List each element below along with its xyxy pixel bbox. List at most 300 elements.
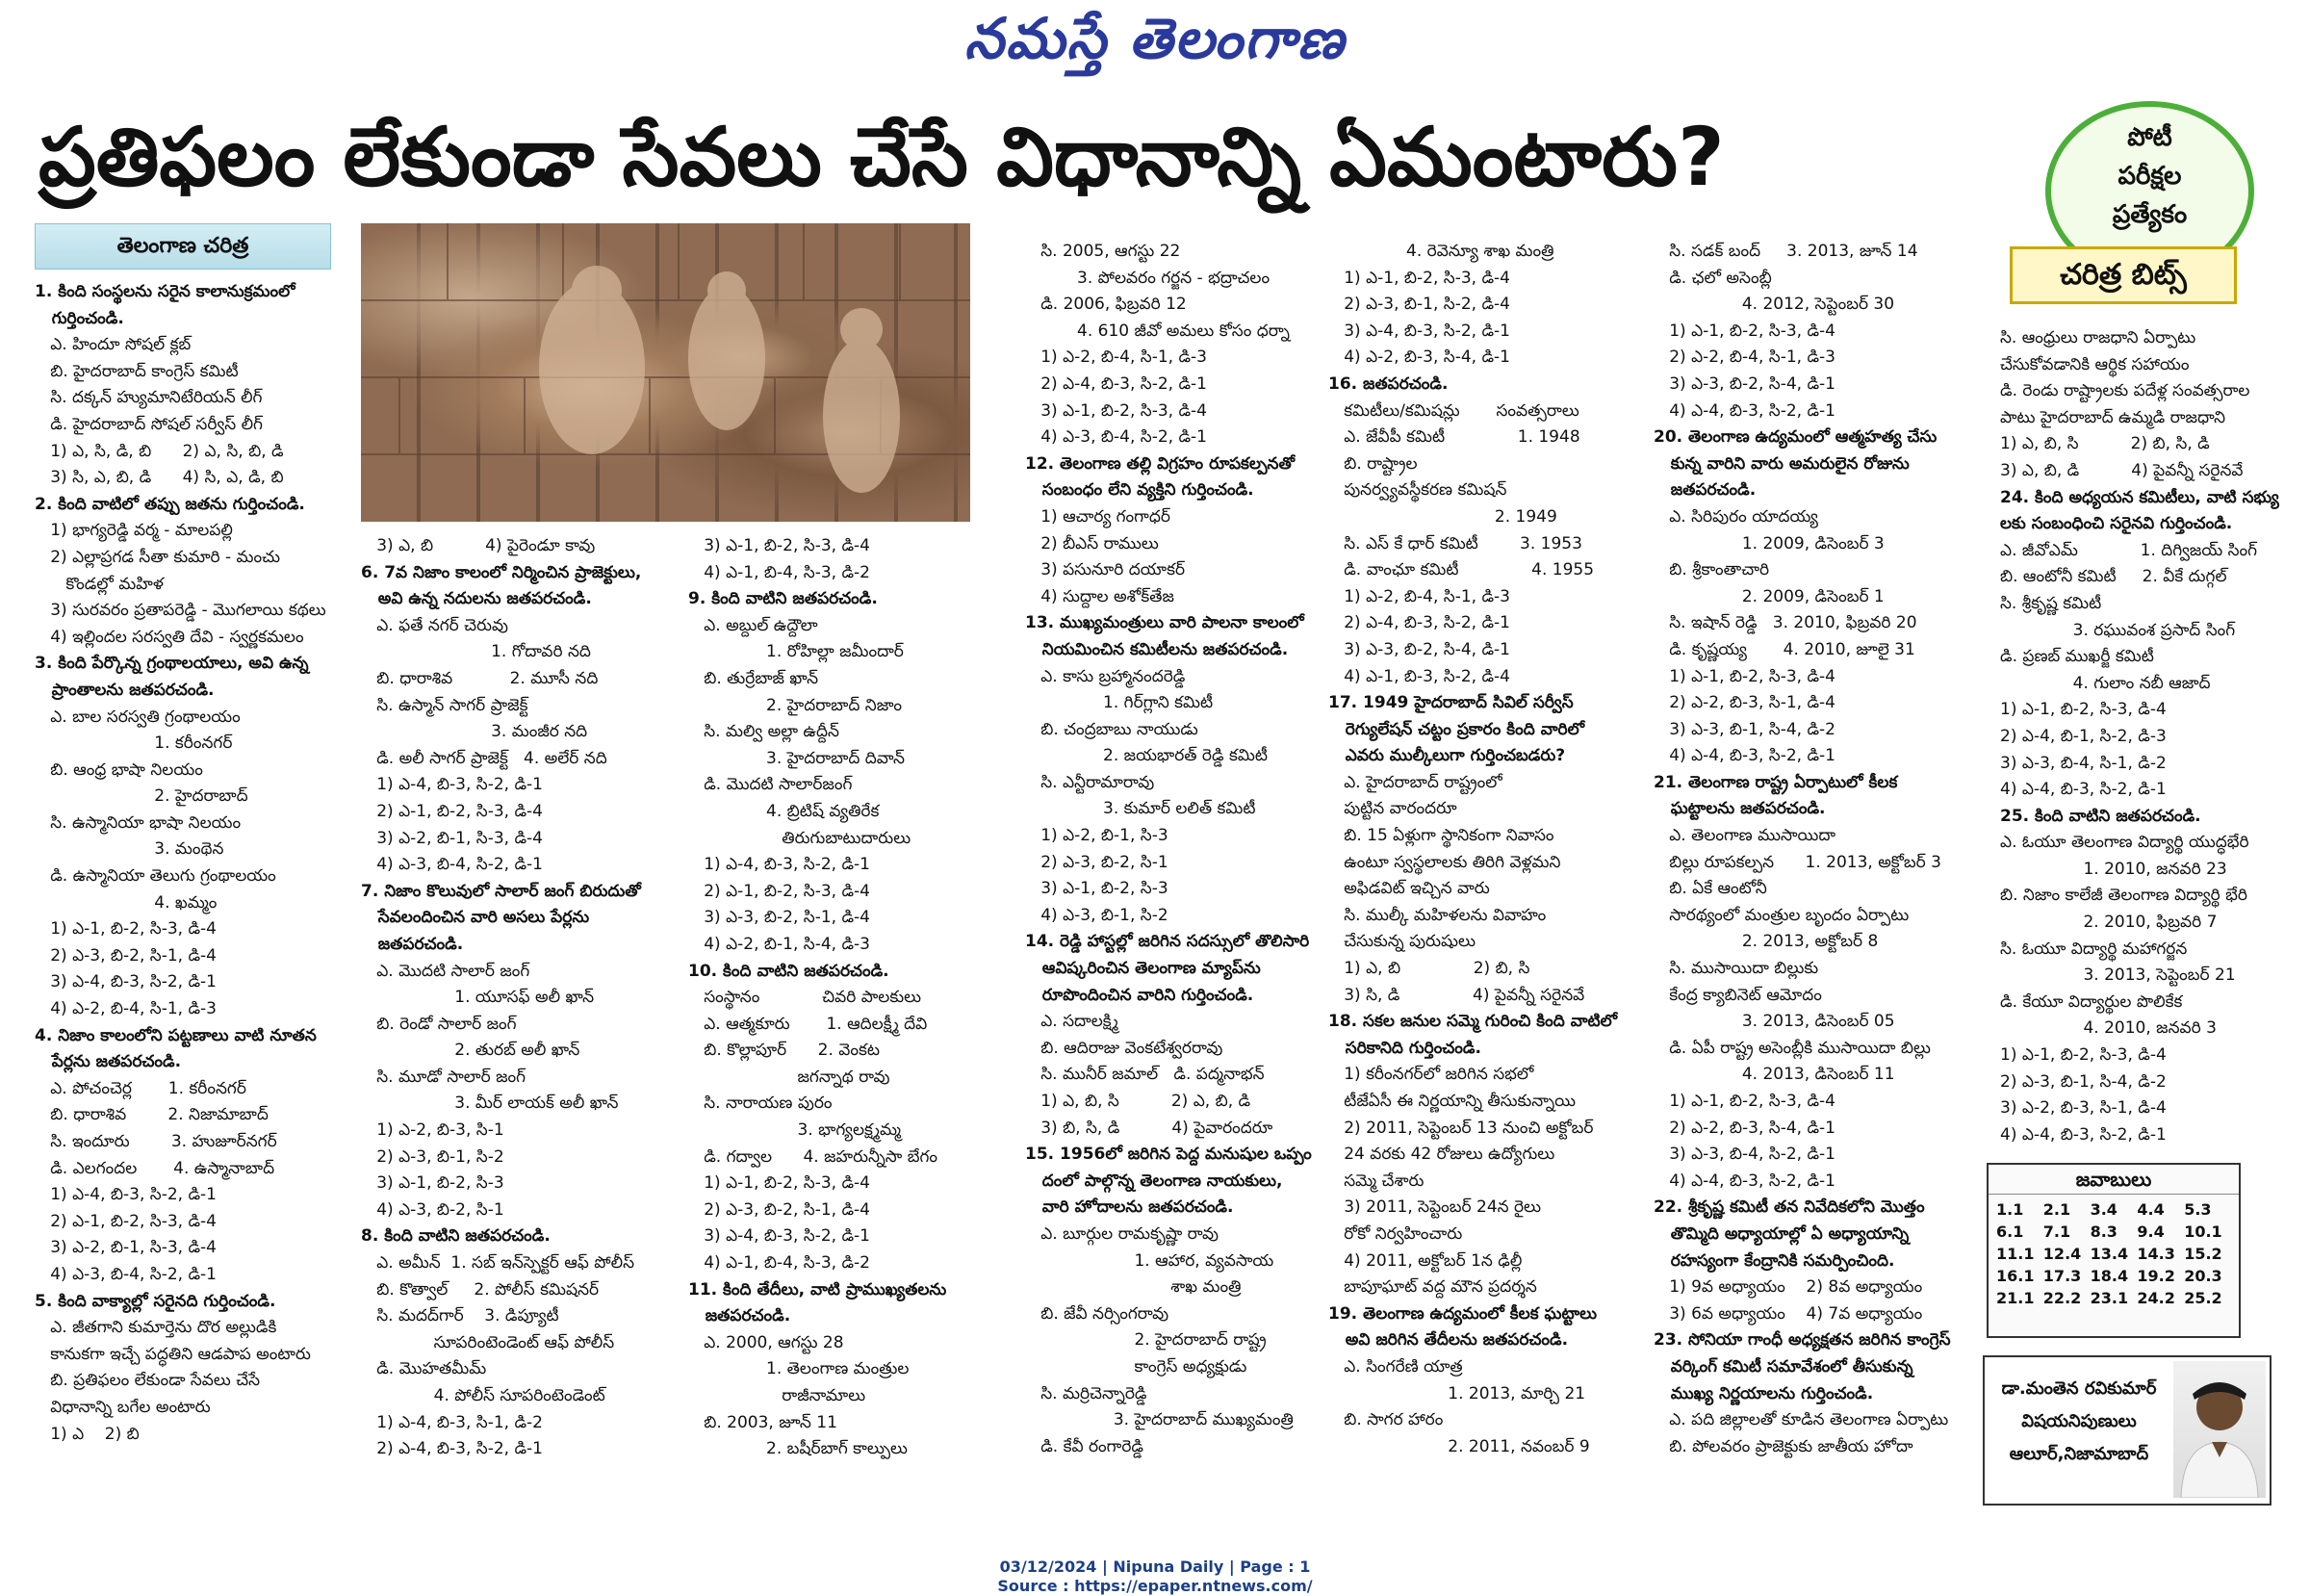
text-line: 4) ఎ-3, బి-4, సి-2, డి-1 bbox=[361, 855, 543, 875]
text-line: బి. కొత్వాల్ 2. పోలీస్ కమిషనర్ bbox=[361, 1279, 600, 1300]
footer-date-line: 03/12/2024 | Nipuna Daily | Page : 1 bbox=[999, 1557, 1311, 1576]
text-line: సి. మదద్‌గార్ 3. డిప్యూటీ bbox=[361, 1306, 559, 1326]
text-line: 4. 2010, జనవరి 3 bbox=[2000, 1018, 2217, 1039]
text-line: 2) ఎ-3, బి-1, సి-2, డి-4 bbox=[1328, 295, 1510, 315]
text-line: బి. రెండో సాలార్ జంగ్ bbox=[361, 1014, 517, 1034]
question-line: 13. ముఖ్యమంత్రులు వారి పాలనా కాలంలో bbox=[1025, 613, 1304, 633]
text-line: 2) ఎ-4, బి-3, సి-2, డి-1 bbox=[1025, 373, 1207, 394]
text-line: ఎ. మొదటి సాలార్ జంగ్ bbox=[361, 961, 530, 981]
text-line: 3) ఎ-3, బి-2, సి-1, డి-4 bbox=[688, 908, 870, 928]
text-line: ఉంటూ స్వస్థలాలకు తిరిగి వెళ్లమని bbox=[1328, 852, 1561, 872]
text-line: ఎ. సింగరేణి యాత్ర bbox=[1328, 1356, 1463, 1377]
question-line: 23. సోనియా గాంధీ అధ్యక్షతన జరిగిన కాంగ్రెస్ bbox=[1654, 1330, 1951, 1351]
text-line: 1) ఎ-1, బి-2, సి-3, డి-4 bbox=[1654, 666, 1835, 686]
text-line: 4) ఎ-3, బి-2, సి-1 bbox=[361, 1199, 504, 1220]
text-line: బి. 2003, జూన్ 11 bbox=[688, 1412, 837, 1432]
text-line: 4) ఎ-4, బి-3, సి-2, డి-1 bbox=[1654, 1171, 1835, 1191]
text-line: 3. కుమార్ లలిత్ కమిటీ bbox=[1025, 799, 1256, 819]
text-line: 4) ఎ-4, బి-3, సి-2, డి-1 bbox=[1654, 400, 1835, 421]
text-line: 2) ఎ-3, బి-2, సి-1 bbox=[1025, 852, 1168, 872]
text-line: ఎ. సిరిపురం యాదయ్య bbox=[1654, 506, 1818, 527]
text-line: 2) బీఎస్ రాములు bbox=[1025, 533, 1159, 553]
answer-key-title: జవాబులు bbox=[1989, 1165, 2239, 1195]
answer-item: 25.2 bbox=[2184, 1289, 2222, 1307]
text-line: 1) ఎ-1, బి-2, సి-3, డి-4 bbox=[2000, 700, 2167, 720]
text-line: డి. రెండు రాష్ట్రాలకు పదేళ్ల సంవత్సరాల bbox=[2000, 381, 2250, 401]
text-line: సి. మర్రిచెన్నారెడ్డి bbox=[1025, 1383, 1147, 1403]
answer-item: 19.2 bbox=[2137, 1267, 2175, 1285]
text-line: డి. ప్రణబ్ ముఖర్జీ కమిటీ bbox=[2000, 647, 2154, 667]
text-line: సి. ముల్కీ మహిళలను వివాహం bbox=[1328, 905, 1547, 925]
text-line: బి. ప్రతిఫలం లేకుండా సేవలు చేసే bbox=[35, 1371, 261, 1391]
text-line: 4. ఖమ్మం bbox=[35, 892, 218, 913]
column-6 bbox=[1654, 239, 1971, 1460]
text-line: 1) ఎ-1, బి-2, సి-3, డి-4 bbox=[1654, 1092, 1835, 1111]
text-line: 2. బషీర్‌బాగ్ కాల్పులు bbox=[688, 1439, 908, 1459]
text-line: 3) 6వ అధ్యాయం 4) 7వ అధ్యాయం bbox=[1654, 1303, 1923, 1324]
text-line: బి. కొల్లాపూర్ 2. వెంకట bbox=[688, 1041, 881, 1061]
text-line: కేంద్ర క్యాబినెట్ ఆమోదం bbox=[1654, 985, 1822, 1005]
text-line: 1) కరీంనగర్‌లో జరిగిన సభలో bbox=[1328, 1065, 1534, 1085]
text-line: ఎ. హైదరాబాద్ రాష్ట్రంలో bbox=[1328, 772, 1502, 792]
text-line: 3) ఎ-3, బి-1, సి-4, డి-2 bbox=[1654, 719, 1835, 739]
text-line: 3) ఎ-3, బి-4, సి-1, డి-2 bbox=[2000, 753, 2167, 773]
text-line: సి. ఓయూ విద్యార్థి మహాగర్జన bbox=[2000, 939, 2188, 959]
text-line: బి. ఆదిరాజు వెంకటేశ్వరరావు bbox=[1025, 1038, 1223, 1058]
answer-item: 7.1 bbox=[2042, 1223, 2071, 1241]
text-line: 1) ఎ, బి 2) బి, సి bbox=[1328, 959, 1530, 979]
question-line: రెగ్యులేషన్ చట్టం ప్రకారం కింది వారిలో bbox=[1328, 719, 1585, 739]
answer-item: 16.1 bbox=[1996, 1267, 2035, 1285]
answer-item: 22.2 bbox=[2042, 1289, 2082, 1307]
text-line: 1) భాగ్యరెడ్డి వర్మ - మాలపల్లి bbox=[35, 521, 233, 541]
question-line: ప్రాంతాలను జతపరచండి. bbox=[35, 680, 215, 700]
text-line: 4. 2013, డిసెంబర్ 11 bbox=[1654, 1065, 1895, 1085]
question-line: 22. శ్రీకృష్ణ కమిటీ తన నివేదికలోని మొత్తం bbox=[1654, 1197, 1925, 1218]
text-line: సి. మల్వి అల్లా ఉద్దీన్ bbox=[688, 722, 839, 742]
text-line: విధానాన్ని బగేల అంటారు bbox=[35, 1397, 211, 1417]
text-line: బి. జేవీ నర్సింగరావు bbox=[1025, 1303, 1169, 1324]
text-line: సి. శ్రీకృష్ణ కమిటీ bbox=[2000, 593, 2102, 613]
text-line: బి. ధారాశివ 2. నిజామాబాద్ bbox=[35, 1105, 269, 1125]
question-line: 3. కింది పేర్కొన్న గ్రంథాలయాలు, అవి ఉన్న bbox=[35, 654, 309, 674]
answer-item: 5.3 bbox=[2184, 1200, 2212, 1219]
text-line: 24 వరకు 42 రోజులు ఉద్యోగులు bbox=[1328, 1145, 1555, 1165]
question-line: 10. కింది వాటిని జతపరచండి. bbox=[688, 961, 889, 981]
text-line: 2) ఎ-2, బి-4, సి-1, డి-3 bbox=[1654, 348, 1835, 368]
column-2 bbox=[361, 533, 683, 1463]
text-line: బి. చంద్రబాబు నాయుడు bbox=[1025, 719, 1198, 739]
text-line: 2. హైదరాబాద్ నిజాం bbox=[688, 695, 902, 715]
text-line: సి. ఇందూరు 3. హుజూర్‌నగర్ bbox=[35, 1132, 277, 1151]
text-line: 2) ఎ-4, బి-3, సి-2, డి-1 bbox=[361, 1439, 543, 1459]
question-line: 7. నిజాం కొలువులో సాలార్ జంగ్ బిరుదుతో bbox=[361, 881, 641, 901]
answer-item: 17.3 bbox=[2042, 1267, 2082, 1285]
text-line: 4) ఎ-1, బి-4, సి-3, డి-2 bbox=[688, 1253, 870, 1274]
answer-item: 2.1 bbox=[2042, 1200, 2071, 1219]
column-5 bbox=[1328, 239, 1627, 1460]
answer-item: 10.1 bbox=[2184, 1223, 2222, 1241]
text-line: కమిటీలు/కమిషన్లు సంవత్సరాలు bbox=[1328, 400, 1579, 421]
text-line: 4) ఎ-4, బి-3, సి-2, డి-1 bbox=[2000, 1124, 2167, 1145]
text-line: పాటు హైదరాబాద్ ఉమ్మడి రాజధాని bbox=[2000, 407, 2226, 427]
text-line: 2) ఎ-1, బి-2, సి-3, డి-4 bbox=[361, 801, 543, 821]
text-line: 1. 2010, జనవరి 23 bbox=[2000, 859, 2227, 879]
text-line: బి. శ్రీకాంతాచారి bbox=[1654, 560, 1770, 580]
text-line: 2. 2010, ఫిబ్రవరి 7 bbox=[2000, 913, 2218, 933]
text-line: 2) ఎల్లాప్రగడ సీతా కుమారి - మంచు bbox=[35, 547, 280, 567]
text-line: 4) ఎ-4, బి-3, సి-2, డి-1 bbox=[1654, 746, 1835, 766]
question-line: ఎవరు ముల్కీలుగా గుర్తించబడరు? bbox=[1328, 746, 1566, 766]
category-ribbon: చరిత్ర బిట్స్ bbox=[2010, 246, 2237, 304]
text-line: కొండల్లో మహిళ bbox=[35, 574, 164, 594]
text-line: 3) ఎ-4, బి-3, సి-2, డి-1 bbox=[688, 1226, 870, 1247]
question-line: 12. తెలంగాణ తల్లి విగ్రహం రూపకల్పనతో bbox=[1025, 453, 1296, 474]
question-line: పేర్లను జతపరచండి. bbox=[35, 1052, 182, 1072]
text-line: ఎ. బాల సరస్వతి గ్రంథాలయం bbox=[35, 707, 241, 727]
text-line: 2) ఎ-2, బి-3, సి-1, డి-4 bbox=[1654, 693, 1835, 713]
text-line: సి. మునీర్ జమాల్ డి. పద్మనాభన్ bbox=[1025, 1065, 1265, 1085]
text-line: అఫిడవిట్ ఇచ్చిన వారు bbox=[1328, 879, 1490, 899]
question-line: రూపొందించిన వారిని గుర్తించండి. bbox=[1025, 985, 1254, 1005]
text-line: బి. సాగర హారం bbox=[1328, 1410, 1444, 1430]
text-line: 3) ఎ-3, బి-2, సి-4, డి-1 bbox=[1654, 373, 1835, 394]
question-line: 9. కింది వాటిని జతపరచండి. bbox=[688, 589, 878, 609]
column-3 bbox=[688, 533, 977, 1463]
text-line: ఎ. ఫతే నగర్ చెరువు bbox=[361, 615, 509, 635]
text-line: 4) 2011, అక్టోబర్ 1న ఢిల్లీ bbox=[1328, 1250, 1523, 1271]
question-line: లకు సంబంధించి సరైనవి గుర్తించండి. bbox=[2000, 514, 2233, 534]
question-line: సేవలందించిన వారి అసలు పేర్లను bbox=[361, 908, 590, 928]
text-line: ఎ. సదాలక్ష్మి bbox=[1025, 1012, 1118, 1032]
text-line: 4) ఎ-1, బి-3, సి-2, డి-4 bbox=[1328, 666, 1510, 686]
text-line: 1. రోహిల్లా జమీందార్ bbox=[688, 642, 904, 662]
question-line: 16. జతపరచండి. bbox=[1328, 373, 1449, 394]
text-line: డి. ఛలో అసెంబ్లీ bbox=[1654, 268, 1772, 288]
question-line: 25. కింది వాటిని జతపరచండి. bbox=[2000, 806, 2201, 826]
question-line: 18. సకల జనుల సమ్మె గురించి కింది వాటిలో bbox=[1328, 1012, 1618, 1032]
temple-sculpture-photo bbox=[361, 223, 970, 522]
text-line: బి. ఏకే ఆంటోనీ bbox=[1654, 879, 1767, 899]
text-line: 3) ఎ-1, బి-2, సి-3 bbox=[1025, 879, 1168, 899]
text-line: ఎ. 2000, ఆగస్టు 28 bbox=[688, 1332, 844, 1352]
text-line: బి. పోలవరం ప్రాజెక్టుకు జాతీయ హోదా bbox=[1654, 1436, 1913, 1456]
answer-item: 23.1 bbox=[2090, 1289, 2129, 1307]
answer-item: 6.1 bbox=[1996, 1223, 2024, 1241]
question-line: 11. కింది తేదీలు, వాటి ప్రాముఖ్యతలను bbox=[688, 1279, 947, 1300]
text-line: ఎ. అమీన్ 1. సబ్ ఇన్‌స్పెక్టర్ ఆఫ్ పోలీస్ bbox=[361, 1253, 635, 1274]
text-line: 3. మంథెన bbox=[35, 839, 224, 860]
question-line: దంలో పాల్గొన్న తెలంగాణ నాయకులు, bbox=[1025, 1171, 1283, 1191]
text-line: 4) ఎ-4, బి-3, సి-2, డి-1 bbox=[2000, 780, 2167, 800]
column-1 bbox=[35, 279, 352, 1448]
question-line: రహస్యంగా కేంద్రానికి సమర్పించింది. bbox=[1654, 1250, 1895, 1271]
text-line: 3) 2011, సెప్టెంబర్ 24న రైలు bbox=[1328, 1197, 1541, 1218]
text-line: 3) ఎ-1, బి-2, సి-3, డి-4 bbox=[688, 536, 870, 555]
text-line: సి. మూడో సాలార్ జంగ్ bbox=[361, 1067, 526, 1087]
question-line: వర్కింగ్ కమిటీ సమావేశంలో తీసుకున్న bbox=[1654, 1356, 1913, 1377]
text-line: బి. 15 ఏళ్లుగా స్థానికంగా నివాసం bbox=[1328, 826, 1554, 846]
text-line: పుట్టిన వారందరూ bbox=[1328, 799, 1457, 819]
text-line: 4) ఎ-2, బి-4, సి-1, డి-3 bbox=[35, 999, 217, 1019]
text-line: 2. హైదరాబాద్ bbox=[35, 786, 248, 807]
text-line: డి. హైదరాబాద్ సోషల్ సర్వీస్ లీగ్ bbox=[35, 414, 263, 434]
text-line: 3) ఎ-4, బి-3, సి-2, డి-1 bbox=[1328, 321, 1510, 341]
text-line: సి. ముసాయిదా బిల్లుకు bbox=[1654, 959, 1819, 979]
text-line: 3) పసునూరి దయాకర్ bbox=[1025, 560, 1186, 580]
text-line: చేసుకున్న పురుషులు bbox=[1328, 932, 1476, 952]
text-line: 3. 2013, సెప్టెంబర్ 21 bbox=[2000, 965, 2236, 986]
expert-role: విషయనిపుణులు bbox=[2021, 1411, 2137, 1431]
text-line: 4) ఎ-2, బి-3, సి-4, డి-1 bbox=[1328, 348, 1510, 368]
question-line: ముఖ్య నిర్ణయాలను గుర్తించండి. bbox=[1654, 1383, 1874, 1403]
headline: ప్రతిఫలం లేకుండా సేవలు చేసే విధానాన్ని ఏమంటారు? bbox=[38, 110, 1725, 204]
question-line: 6. 7వ నిజాం కాలంలో నిర్మించిన ప్రాజెక్టులు, bbox=[361, 562, 642, 582]
text-line: కాంగ్రెస్ అధ్యక్షుడు bbox=[1025, 1356, 1247, 1377]
text-line: 3) బి, సి, డి 4) పైవారందరూ bbox=[1025, 1118, 1273, 1138]
text-line: 1) ఎ-2, బి-4, సి-1, డి-3 bbox=[1025, 348, 1207, 368]
text-line: 3) ఎ-4, బి-3, సి-2, డి-1 bbox=[35, 972, 217, 992]
text-line: 2) ఎ-1, బి-2, సి-3, డి-4 bbox=[35, 1211, 217, 1231]
text-line: 2. 2009, డిసెంబర్ 1 bbox=[1654, 586, 1885, 606]
text-line: ఎ. ఓయూ తెలంగాణ విద్యార్థి యుద్ధభేరి bbox=[2000, 833, 2249, 853]
masthead-logo: నమస్తే తెలంగాణ bbox=[964, 6, 1346, 71]
text-line: సి. ఆంధ్రులు రాజధాని ఏర్పాటు bbox=[2000, 328, 2196, 348]
text-line: డి. వాంఛూ కమిటీ 4. 1955 bbox=[1328, 560, 1595, 580]
text-line: బి. తుర్రేబాజ్ ఖాన్ bbox=[688, 668, 819, 688]
text-line: టీజేఏసీ ఈ నిర్ణయాన్ని తీసుకున్నాయి bbox=[1328, 1092, 1577, 1111]
question-line: తొమ్మిది అధ్యాయాల్లో ఏ అధ్యాయాన్ని bbox=[1654, 1223, 1910, 1244]
text-line: 1) ఎ-1, బి-2, సి-3, డి-4 bbox=[688, 1173, 870, 1194]
question-line: 21. తెలంగాణ రాష్ట్ర ఏర్పాటులో కీలక bbox=[1654, 772, 1898, 792]
text-line: 1) ఎ-4, బి-3, సి-1, డి-2 bbox=[361, 1412, 543, 1432]
text-line: 1. 2009, డిసెంబర్ 3 bbox=[1654, 533, 1885, 553]
answer-key-grid bbox=[1989, 1195, 2239, 1313]
question-line: జతపరచండి. bbox=[1654, 480, 1757, 501]
text-line: 1) 9వ అధ్యాయం 2) 8వ అధ్యాయం bbox=[1654, 1277, 1923, 1298]
question-line: 19. తెలంగాణ ఉద్యమంలో కీలక ఘట్టాలు bbox=[1328, 1303, 1598, 1324]
question-line: అవి ఉన్న నదులను జతపరచండి. bbox=[361, 589, 592, 609]
text-line: 1) ఎ-2, బి-4, సి-1, డి-3 bbox=[1328, 586, 1510, 606]
text-line: సి. 2005, ఆగస్టు 22 bbox=[1025, 242, 1181, 261]
question-line: 20. తెలంగాణ ఉద్యమంలో ఆత్మహత్య చేసు bbox=[1654, 427, 1938, 448]
text-line: 2. హైదరాబాద్ రాష్ట్ర bbox=[1025, 1330, 1267, 1351]
answer-item: 14.3 bbox=[2137, 1245, 2175, 1263]
answer-item: 3.4 bbox=[2090, 1200, 2118, 1219]
section-tag: తెలంగాణ చరిత్ర bbox=[35, 223, 331, 270]
text-line: రోకో నిర్వహించారు bbox=[1328, 1223, 1463, 1244]
answer-item: 21.1 bbox=[1996, 1289, 2035, 1307]
text-line: 3. పోలవరం గర్జన - భద్రాచలం bbox=[1025, 268, 1270, 288]
text-line: సి. ఎస్ కే ధార్ కమిటీ 3. 1953 bbox=[1328, 533, 1582, 553]
answer-item: 12.4 bbox=[2042, 1245, 2082, 1263]
text-line: 2) ఎ-4, బి-3, సి-2, డి-1 bbox=[1328, 613, 1510, 633]
answer-item: 20.3 bbox=[2184, 1267, 2222, 1285]
text-line: 4) ఎ-1, బి-4, సి-3, డి-2 bbox=[688, 562, 870, 582]
answer-item: 11.1 bbox=[1996, 1245, 2035, 1263]
text-line: 2) ఎ-3, బి-1, సి-4, డి-2 bbox=[2000, 1071, 2167, 1092]
text-line: 3. మంజీర నది bbox=[361, 722, 588, 742]
question-line: ఆవిష్కరించిన తెలంగాణ మ్యాప్‌ను bbox=[1025, 959, 1261, 979]
text-line: ఎ. తెలంగాణ ముసాయిదా bbox=[1654, 826, 1836, 846]
answer-item: 18.4 bbox=[2090, 1267, 2129, 1285]
text-line: 2. తురబ్ అలీ ఖాన్ bbox=[361, 1041, 580, 1061]
question-line: 5. కింది వాక్యాల్లో సరైనది గుర్తించండి. bbox=[35, 1291, 276, 1311]
text-line: 4) ఎ-2, బి-1, సి-4, డి-3 bbox=[688, 934, 870, 954]
text-line: బి. నిజాం కాలేజీ తెలంగాణ విద్యార్థి భేరి bbox=[2000, 886, 2247, 906]
text-line: 3) ఎ-2, బి-1, సి-3, డి-4 bbox=[361, 828, 543, 848]
text-line: చేసుకోవడానికి ఆర్థిక సహాయం bbox=[2000, 354, 2190, 374]
text-line: సి. ఉస్మానియా భాషా నిలయం bbox=[35, 812, 242, 833]
text-line: ఎ. జీతగాని కుమార్తెను దొర అల్లుడికి bbox=[35, 1318, 277, 1338]
text-line: 1) ఎ-1, బి-2, సి-3, డి-4 bbox=[1328, 268, 1510, 288]
text-line: ఎ. అబ్దుల్ ఉద్దౌలా bbox=[688, 615, 818, 635]
text-line: 3) ఎ, బి, డి 4) పైవన్నీ సరైనవే bbox=[2000, 460, 2244, 480]
question-line: 2. కింది వాటిలో తప్పు జతను గుర్తించండి. bbox=[35, 494, 305, 514]
question-line: 14. రెడ్డి హాస్టల్లో జరిగిన సదస్సులో తొలిసారి bbox=[1025, 932, 1310, 952]
question-line: ఘట్టాలను జతపరచండి. bbox=[1654, 799, 1826, 819]
answer-item: 8.3 bbox=[2090, 1223, 2118, 1241]
text-line: బి. ఆంటోనీ కమిటీ 2. వీకే దుగ్గల్ bbox=[2000, 567, 2227, 587]
text-line: 4. 2012, సెప్టెంబర్ 30 bbox=[1654, 295, 1895, 315]
answer-item: 15.2 bbox=[2184, 1245, 2222, 1263]
expert-name: డా.మంతెన రవికుమార్ bbox=[2001, 1378, 2157, 1399]
text-line: ఎ. జేవీపీ కమిటీ 1. 1948 bbox=[1328, 427, 1580, 448]
text-line: డి. గద్వాల 4. జహరున్నీసా బేగం bbox=[688, 1146, 937, 1167]
text-line: 1) ఎ, బి, సి 2) ఎ, బి, డి bbox=[1025, 1092, 1251, 1111]
text-line: 1) ఎ-1, బి-2, సి-3, డి-4 bbox=[2000, 1045, 2167, 1066]
text-line: బాపూఘాట్ వద్ద మౌన ప్రదర్శన bbox=[1328, 1277, 1537, 1298]
text-line: 1. గోదావరి నది bbox=[361, 642, 591, 662]
text-line: 2) ఎ-3, బి-2, సి-1, డి-4 bbox=[688, 1199, 870, 1220]
question-line: 15. 1956లో జరిగిన పెద్ద మనుషుల ఒప్పం bbox=[1025, 1145, 1312, 1165]
text-line: 3) సి, ఎ, బి, డి 4) సి, ఎ, డి, బి bbox=[35, 468, 284, 488]
text-line: 3) ఎ-1, బి-2, సి-3 bbox=[361, 1173, 504, 1194]
text-line: డి. మొదటి సాలార్‌జంగ్ bbox=[688, 775, 853, 795]
text-line: 1) ఆచార్య గంగాధర్ bbox=[1025, 506, 1170, 527]
text-line: డి. 2006, ఫిబ్రవరి 12 bbox=[1025, 295, 1187, 315]
text-line: సి. సడక్ బంద్ 3. 2013, జూన్ 14 bbox=[1654, 242, 1918, 261]
text-line: సి. ఉస్మాన్ సాగర్ ప్రాజెక్ట్ bbox=[361, 695, 528, 715]
text-line: 1. గిర్‌గ్లాని కమిటీ bbox=[1025, 693, 1214, 713]
expert-photo bbox=[2173, 1361, 2266, 1498]
text-line: 1. 2013, మార్చి 21 bbox=[1328, 1383, 1586, 1403]
text-line: 4) సుద్దాల అశోక్‌తేజ bbox=[1025, 586, 1174, 606]
question-line: గుర్తించండి. bbox=[35, 308, 124, 328]
text-line: 2) 2011, సెప్టెంబర్ 13 నుంచి అక్టోబర్ bbox=[1328, 1118, 1594, 1138]
text-line: 3) ఎ-2, బి-3, సి-1, డి-4 bbox=[2000, 1098, 2167, 1119]
question-line: నియమించిన కమిటీలను జతపరచండి. bbox=[1025, 639, 1289, 659]
text-line: 1) ఎ-4, బి-3, సి-2, డి-1 bbox=[688, 855, 870, 875]
text-line: 4. బ్రిటిష్ వ్యతిరేక bbox=[688, 801, 880, 821]
text-line: బి. ఆంధ్ర భాషా నిలయం bbox=[35, 759, 203, 780]
text-line: ఎ. ఆత్మకూరు 1. ఆదిలక్ష్మీ దేవి bbox=[688, 1014, 928, 1034]
text-line: సంస్థానం చివరి పాలకులు bbox=[688, 988, 922, 1008]
text-line: 3. హైదరాబాద్ ముఖ్యమంత్రి bbox=[1025, 1410, 1294, 1430]
text-line: 4. పోలీస్ సూపరింటెండెంట్ bbox=[361, 1386, 605, 1405]
badge-line-1: పోటీ bbox=[2127, 123, 2172, 152]
footer-source-line: Source : https://epaper.ntnews.com/ bbox=[997, 1577, 1313, 1595]
text-line: డి. అలీ సాగర్ ప్రాజెక్ట్ 4. అలేర్ నది bbox=[361, 748, 607, 768]
text-line: 2. 2013, అక్టోబర్ 8 bbox=[1654, 932, 1879, 952]
text-line: తిరుగుబాటుదారులు bbox=[688, 828, 911, 848]
text-line: బిల్లు రూపకల్పన 1. 2013, అక్టోబర్ 3 bbox=[1654, 852, 1941, 872]
badge-line-3: ప్రత్యేకం bbox=[2112, 200, 2188, 229]
text-line: 4. 610 జీవో అమలు కోసం ధర్నా bbox=[1025, 321, 1290, 341]
text-line: 3) ఎ-2, బి-1, సి-3, డి-4 bbox=[35, 1238, 217, 1258]
text-line: డి. ఏపీ రాష్ట్ర అసెంబ్లీకి ముసాయిదా బిల్లు bbox=[1654, 1038, 1931, 1058]
footer bbox=[0, 1557, 2310, 1596]
question-line: జతపరచండి. bbox=[688, 1306, 791, 1326]
text-line: సమ్మె చేశారు bbox=[1328, 1171, 1424, 1191]
answer-item: 9.4 bbox=[2137, 1223, 2165, 1241]
text-line: డి. ఉస్మానియా తెలుగు గ్రంథాలయం bbox=[35, 866, 276, 887]
text-line: 3) ఎ-3, బి-4, సి-2, డి-1 bbox=[1654, 1145, 1835, 1165]
text-line: ఎ. జీవోఎమ్ 1. దిగ్విజయ్ సింగ్ bbox=[2000, 540, 2258, 560]
text-line: 1. కరీంనగర్ bbox=[35, 734, 233, 754]
text-line: సూపరింటెండెంట్ ఆఫ్ పోలీస్ bbox=[361, 1332, 615, 1352]
text-line: బి. ధారాశివ 2. మూసీ నది bbox=[361, 668, 599, 688]
text-line: సి. నారాయణ పురం bbox=[688, 1094, 833, 1114]
text-line: 3) ఎ-1, బి-2, సి-3, డి-4 bbox=[1025, 400, 1207, 421]
question-line: 17. 1949 హైదరాబాద్ సివిల్ సర్వీస్ bbox=[1328, 693, 1574, 713]
text-line: 3. హైదరాబాద్ దివాన్ bbox=[688, 748, 905, 768]
text-line: డి. కృష్ణయ్య 4. 2010, జూలై 31 bbox=[1654, 639, 1915, 659]
text-line: 4. రెవెన్యూ శాఖ మంత్రి bbox=[1328, 242, 1554, 261]
text-line: 3. భాగ్యలక్ష్మమ్మ bbox=[688, 1120, 901, 1141]
expert-box bbox=[1983, 1355, 2272, 1506]
text-line: 4) ఎ-3, బి-4, సి-2, డి-1 bbox=[1025, 427, 1207, 448]
text-line: ఎ. బూర్గుల రామకృష్ణా రావు bbox=[1025, 1223, 1219, 1244]
text-line: 3) సి, డి 4) పైవన్నీ సరైనవే bbox=[1328, 985, 1585, 1005]
answer-item: 4.4 bbox=[2137, 1200, 2165, 1219]
text-line: ఎ. పది జిల్లాలతో కూడిన తెలంగాణ ఏర్పాటు bbox=[1654, 1410, 1949, 1430]
answer-item: 13.4 bbox=[2090, 1245, 2129, 1263]
text-line: 4. గులాం నబీ ఆజాద్ bbox=[2000, 673, 2211, 693]
text-line: జగన్నాథ రావు bbox=[688, 1067, 890, 1087]
text-line: 1. ఆహార, వ్యవసాయ bbox=[1025, 1250, 1274, 1271]
column-7 bbox=[2000, 325, 2289, 1148]
text-line: 1) ఎ-2, బి-3, సి-1 bbox=[361, 1120, 504, 1141]
answer-key-box bbox=[1987, 1163, 2241, 1338]
text-line: ఎ. హిందూ సోషల్ క్లబ్ bbox=[35, 335, 192, 355]
question-line: కున్న వారిని వారు అమరులైన రోజును bbox=[1654, 453, 1910, 474]
text-line: సారథ్యంలో మంత్రుల బృందం ఏర్పాటు bbox=[1654, 905, 1910, 925]
question-line: జతపరచండి. bbox=[361, 934, 464, 954]
text-line: 1) ఎ, బి, సి 2) బి, సి, డి bbox=[2000, 434, 2210, 454]
text-line: 1. తెలంగాణ మంత్రుల bbox=[688, 1359, 910, 1379]
question-line: వారి హోదాలను జతపరచండి. bbox=[1025, 1197, 1234, 1218]
text-line: బి. రాష్ట్రాల bbox=[1328, 453, 1418, 474]
text-line: 1) ఎ-1, బి-2, సి-3, డి-4 bbox=[35, 919, 217, 940]
badge-line-2: పరీక్షల bbox=[2118, 162, 2182, 191]
text-line: రాజీనామాలు bbox=[688, 1386, 866, 1405]
text-line: 2) ఎ-3, బి-2, సి-1, డి-4 bbox=[35, 945, 217, 965]
text-line: 1) ఎ 2) బి bbox=[35, 1424, 140, 1444]
text-line: 1) ఎ, సి, డి, బి 2) ఎ, సి, బి, డి bbox=[35, 441, 284, 461]
text-line: డి. కేవీ రంగారెడ్డి bbox=[1025, 1436, 1143, 1456]
text-line: 4) ఎ-3, బి-4, సి-2, డి-1 bbox=[35, 1264, 217, 1284]
expert-place: ఆలూర్,నిజామాబాద్ bbox=[2009, 1444, 2149, 1464]
text-line: శాఖ మంత్రి bbox=[1025, 1277, 1242, 1298]
text-line: 3) ఎ-3, బి-2, సి-4, డి-1 bbox=[1328, 639, 1510, 659]
text-line: 2) ఎ-3, బి-1, సి-2 bbox=[361, 1146, 504, 1167]
question-line: 24. కింది అధ్యయన కమిటీలు, వాటి సభ్యు bbox=[2000, 487, 2279, 507]
question-line: సంబంధం లేని వ్యక్తిని గుర్తించండి. bbox=[1025, 480, 1254, 501]
text-line: బి. హైదరాబాద్ కాంగ్రెస్ కమిటీ bbox=[35, 361, 239, 381]
question-line: 4. నిజాం కాలంలోని పట్టణాలు వాటి నూతన bbox=[35, 1025, 317, 1045]
text-line: 3. మీర్ లాయక్ అలీ ఖాన్ bbox=[361, 1094, 619, 1114]
